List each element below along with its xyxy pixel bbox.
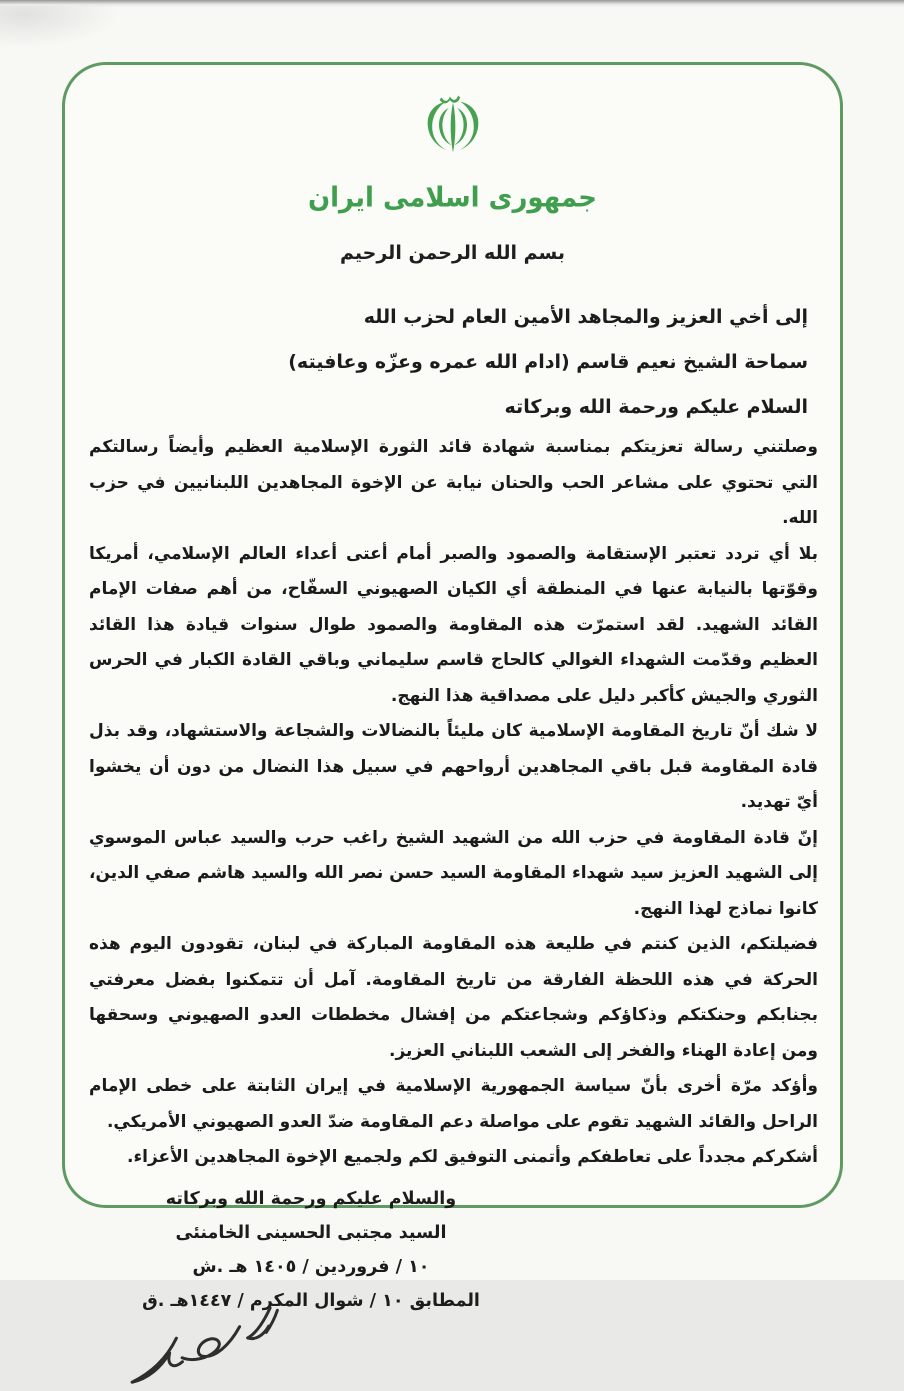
basmala-text: بسم الله الرحمن الرحيم: [340, 242, 565, 264]
body-paragraph: فضيلتكم، الذين كنتم في طليعة هذه المقاومة المباركة في لبنان، تقودون اليوم هذه الحركة في هذه اللحظة الفارقة من تاريخ المقاومة. آمل أن تتمكنوا بفضل معرفتي بجنابكم وحنكتكم وذكاؤكم وشجاعتكم من إفشال مخططات العدو الصهيوني وسحقها ومن إعادة الهناء والفخر إلى الشعب اللبناني العزيز.: [89, 934, 818, 1061]
solar-date: ١٠ / فروردين / ١٤٠٥ هـ .ش: [192, 1256, 430, 1277]
body-paragraph: أشكركم مجدداً على تعاطفكم وأتمنى التوفيق لكم ولجميع الإخوة المجاهدين الأعزاء.: [126, 1147, 818, 1167]
body-paragraph: وصلتني رسالة تعزيتكم بمناسبة شهادة قائد الثورة الإسلامية العظيم وأيضاً رسالتكم التي تحتوي على مشاعر الحب والحنان نيابة عن الإخوة المجاهدين اللبنانيين في حزب الله.: [89, 437, 818, 528]
letter-border-frame: [62, 62, 843, 1311]
letter-body: [89, 430, 818, 1176]
scan-corner-smudge: [0, 6, 120, 48]
recipient-line-2: سماحة الشيخ نعيم قاسم (ادام الله عمره وعزّه وعافيته): [288, 351, 808, 373]
handwritten-signature-icon: [114, 1296, 290, 1391]
recipient-block: [89, 295, 808, 430]
body-paragraph: بلا أي تردد تعتبر الإستقامة والصمود والصبر أمام أعتى أعداء العالم الإسلامي، أمريكا وقوّتها بالنيابة عنها في المنطقة أي الكيان الصهيوني السفّاح، من أهم صفات الإمام القائد الشهيد. لقد استمرّت هذه المقاومة والصمود طوال سنوات قيادة هذا القائد العظيم وقدّمت الشهداء الغوالي كالحاج قاسم سليماني وباقي القادة الكبار في الحرس الثوري والجيش كأكبر دليل على مصداقية هذا النهج.: [89, 543, 818, 706]
body-paragraph: لا شك أنّ تاريخ المقاومة الإسلامية كان مليئاً بالنضالات والشجاعة والاستشهاد، وقد بذل قادة المقاومة قبل باقي المجاهدين أرواحهم في سبيل هذا النضال من دون أن يخشوا أيّ تهديد.: [89, 721, 818, 812]
closing-block: [111, 1182, 511, 1318]
body-paragraph: وأؤكد مرّة أخرى بأنّ سياسة الجمهورية الإسلامية في إيران الثابتة على خطى الإمام الراحل والقائد الشهيد تقوم على مواصلة دعم المقاومة ضدّ العدو الصهيوني الأمريكي.: [89, 1076, 818, 1132]
iran-coat-of-arms-icon: [421, 87, 485, 171]
lunar-date: المطابق ١٠ / شوال المكرم / ١٤٤٧هـ .ق: [142, 1290, 480, 1311]
signatory-name: السيد مجتبى الحسينى الخامنئى: [175, 1222, 447, 1243]
closing-salaam: والسلام عليكم ورحمة الله وبركاته: [165, 1188, 457, 1209]
salutation-line: السلام عليكم ورحمة الله وبركاته: [504, 396, 808, 418]
letterhead-calligraphy: جمهوری اسلامی ایران: [307, 182, 598, 214]
recipient-line-1: إلى أخي العزيز والمجاهد الأمين العام لحزب الله: [363, 306, 808, 328]
body-paragraph: إنّ قادة المقاومة في حزب الله من الشهيد الشيخ راغب حرب والسيد عباس الموسوي إلى الشهيد العزيز سيد شهداء المقاومة السيد حسن نصر الله والسيد هاشم صفي الدين، كانوا نماذج لهذا النهج.: [89, 827, 818, 919]
scan-top-edge-artifact: [0, 0, 904, 7]
